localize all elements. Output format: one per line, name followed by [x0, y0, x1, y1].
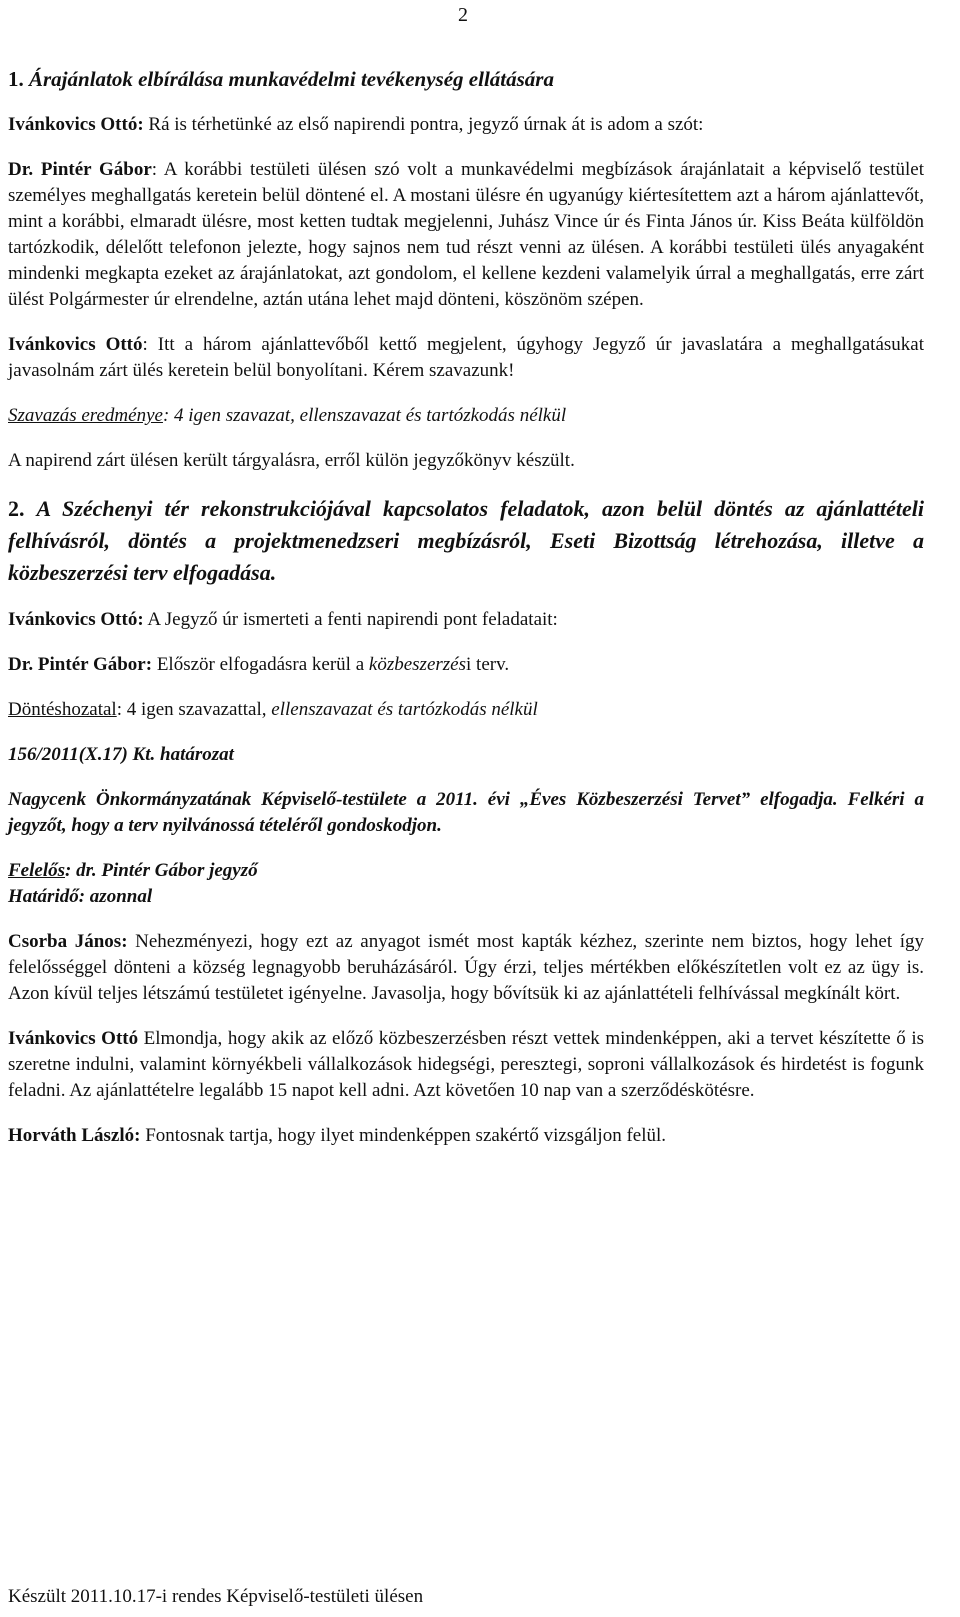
decision-label: Döntéshozatal	[8, 699, 117, 720]
speech-text: i terv.	[466, 654, 510, 675]
decision-text: : 4 igen szavazattal,	[116, 699, 272, 720]
speech-text: Fontosnak tartja, hogy ilyet mindenképpen szakértő vizsgáljon felül.	[140, 1125, 667, 1146]
section-1-heading	[8, 66, 924, 92]
section-2-heading	[8, 493, 924, 589]
resolution-responsible	[8, 858, 924, 884]
speaker-name: Horváth László:	[8, 1125, 141, 1146]
speaker-name: Ivánkovics Ottó	[8, 334, 143, 355]
responsible-value: : dr. Pintér Gábor jegyző	[65, 860, 258, 881]
closed-session-note: A napirend zárt ülésen került tárgyalásra, erről külön jegyzőkönyv készült.	[8, 450, 575, 471]
speaker-name: Ivánkovics Ottó	[8, 1028, 139, 1049]
paragraph-pinter-1	[8, 157, 924, 313]
page-footer: Készült 2011.10.17-i rendes Képviselő-testületi ülésen	[8, 1586, 424, 1607]
paragraph-ivankovics-2	[8, 332, 924, 384]
vote-result	[8, 403, 924, 429]
speech-text: : A korábbi testületi ülésen szó volt a munkavédelmi megbízások árajánlatait a képviselő testület személyes meghallgatás keretein belül döntené el. A mostani ülésre én ugyanúgy kiértesítettem azt a három ajánlattevőt, mint a korábbi, elmaradt ülésre, most ketten tudtak megjelenni, Juhász Vince úr és Finta János úr. Kiss Beáta külföldön tartózkodik, délelőtt telefonon jelezte, hogy sajnos nem tud részt venni az ülésen. A korábbi testületi ülés anyagaként mindenki megkapta ezeket az árajánlatokat, azt gondolom, el kellene kezdeni valamelyik úrral a meghallgatás, erre zárt ülést Polgármester úr elrendelne, aztán utána lehet majd dönteni, köszönöm szépen.	[8, 159, 924, 310]
document-body	[8, 66, 924, 1168]
speech-text: Nehezményezi, hogy ezt az anyagot ismét most kapták kézhez, szerinte nem biztos, hogy lehet így felelősséggel dönteni a község legnagyobb beruházásáról. Úgy érzi, teljes mértékben előkészítetlen volt ez az ügy is. Azon kívül teljes létszámú testületet igényelne. Javasolja, hogy bővítsük ki az ajánlattételi felhívással megkínált kört.	[8, 931, 925, 1004]
speech-text: Rá is térhetünké az első napirendi pontra, jegyző úrnak át is adom a szót:	[143, 114, 704, 135]
speaker-name: Ivánkovics Ottó:	[8, 609, 144, 630]
speaker-name: Dr. Pintér Gábor:	[8, 654, 153, 675]
paragraph-horvath	[8, 1123, 924, 1149]
responsible-label: Felelős	[8, 860, 65, 881]
paragraph-ivankovics-4	[8, 1026, 924, 1104]
speech-text: Elmondja, hogy akik az előző közbeszerzésben részt vettek mindenképpen, aki a tervet készítette ő is szeretne indulni, valamint környékbeli vállalkozások hidegségi, peresztegi, soproni vállalkozások és hirdetést is fogunk feladni. Az ajánlattételre legalább 15 napot kell adni. Azt követően 10 nap van a szerződéskötésre.	[8, 1028, 925, 1101]
speaker-name: Dr. Pintér Gábor	[8, 159, 152, 180]
paragraph-csorba	[8, 929, 924, 1007]
speaker-name: Ivánkovics Ottó:	[8, 114, 144, 135]
resolution-number: 156/2011(X.17) Kt. határozat	[8, 744, 234, 765]
resolution-meta	[8, 858, 924, 910]
speech-text-italic: közbeszerzés	[368, 654, 467, 675]
resolution-body: Nagycenk Önkormányzatának Képviselő-testülete a 2011. évi „Éves Közbeszerzési Tervet” elfogadja. Felkéri a jegyzőt, hogy a terv nyilvánossá tételéről gondoskodjon.	[8, 789, 924, 836]
paragraph-ivankovics-1	[8, 112, 924, 138]
speech-text: Először elfogadásra kerül a	[152, 654, 369, 675]
decision-text-italic: ellenszavazat és tartózkodás nélkül	[271, 699, 538, 720]
resolution-deadline: Határidő: azonnal	[8, 886, 153, 907]
section-1-title: Árajánlatok elbírálása munkavédelmi tevékenység ellátására	[29, 67, 554, 91]
section-2-number: 2.	[8, 496, 25, 521]
decision-result	[8, 697, 924, 723]
section-1-number: 1.	[8, 67, 24, 91]
speech-text: : Itt a három ajánlattevőből kettő megjelent, úgyhogy Jegyző úr javaslatára a meghallgatásukat javasolnám zárt ülés keretein belül bonyolítani. Kérem szavazunk!	[8, 334, 924, 381]
vote-result-text: : 4 igen szavazat, ellenszavazat és tartózkodás nélkül	[162, 405, 567, 426]
page-number: 2	[458, 4, 468, 26]
paragraph-ivankovics-3	[8, 607, 924, 633]
section-2-title: A Széchenyi tér rekonstrukciójával kapcsolatos feladatok, azon belül döntés az ajánlattételi felhívásról, döntés a projektmenedzseri megbízásról, Eseti Bizottság létrehozása, illetve a közbeszerzési terv elfogadása.	[8, 496, 924, 585]
speaker-name: Csorba János:	[8, 931, 128, 952]
paragraph-pinter-2	[8, 652, 924, 678]
speech-text: A Jegyző úr ismerteti a fenti napirendi pont feladatait:	[143, 609, 558, 630]
vote-result-label: Szavazás eredménye	[8, 405, 163, 426]
